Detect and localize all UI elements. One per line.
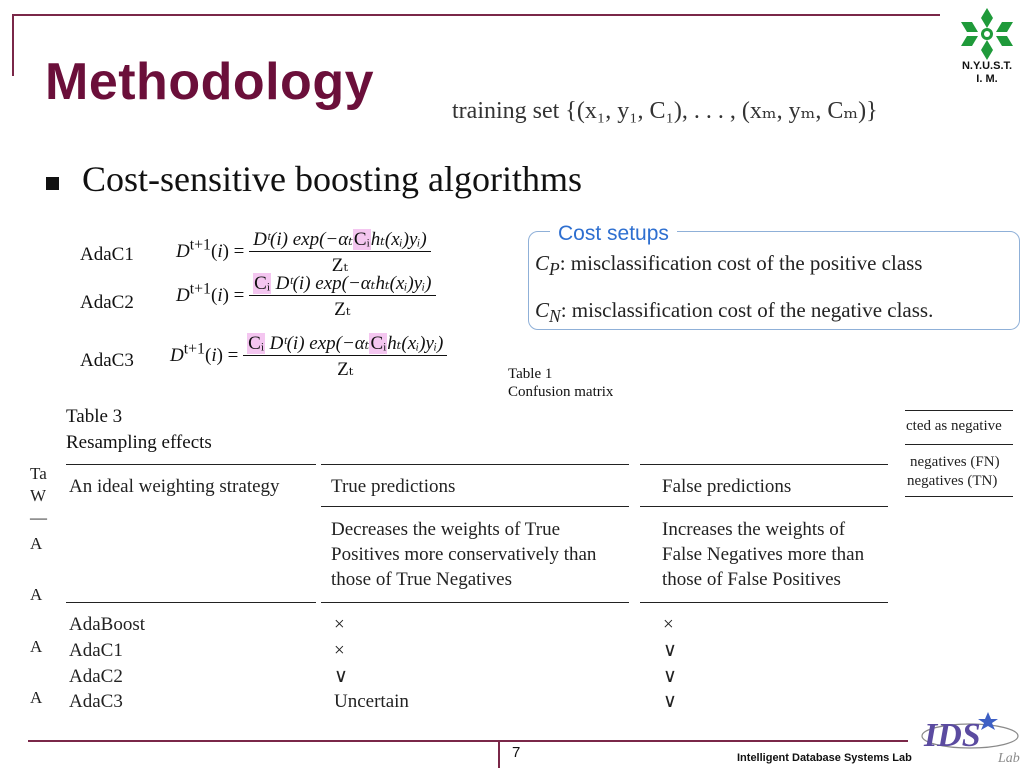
confusion-header-fragment: cted as negative [906, 418, 1002, 434]
table-row-adac2-true: ∨ [334, 666, 348, 687]
formula-adac2 [176, 272, 436, 321]
cost-highlight-2: Cᵢ [370, 333, 387, 354]
bullet-text: Cost-sensitive boosting algorithms [82, 159, 582, 199]
ids-lab-logo-icon [910, 706, 1022, 766]
table-row-adac1-algo: AdaC1 [69, 640, 123, 661]
cn-text: : misclassification cost of the negative class. [560, 298, 934, 322]
behind-w: W [30, 486, 47, 505]
table-row-adac3-true: Uncertain [334, 691, 409, 712]
bullet-square-icon [46, 177, 59, 190]
table3-rule-top-col1 [66, 464, 316, 465]
cost-cp-line [535, 251, 922, 280]
nyust-logo-line1: N.Y.U.S.T. [961, 60, 1013, 72]
formula-adac3 [170, 332, 447, 381]
formula-fraction [243, 332, 447, 381]
ids-logo-text: IDS [924, 717, 981, 754]
formula-adac1 [176, 228, 431, 277]
table-row-adac2-algo: AdaC2 [69, 666, 123, 687]
formula-denominator: Zₜ [337, 359, 354, 380]
formula-lhs: $D^{t+1}(i)$ = [176, 236, 245, 262]
behind-ta: Ta [30, 464, 47, 483]
true-desc-line3: those of True Negatives [331, 569, 513, 590]
true-desc-line2: Positives more conservatively than [331, 544, 597, 565]
table3-rule-header-col2 [321, 506, 629, 507]
training-set-formula: training set {(x₁, y₁, C₁), . . . , (xₘ, yₘ, Cₘ)} [452, 98, 878, 124]
cost-highlight: Cᵢ [353, 229, 370, 250]
formula-denominator: Zₜ [334, 299, 351, 320]
table3-rule-top-col3 [640, 464, 888, 465]
confusion-tn-fragment: negatives (TN) [907, 473, 998, 489]
formula-numerator: Cᵢ Dᵗ(i) exp(−αₜhₜ(xᵢ)yᵢ) [249, 272, 435, 296]
confusion-fn-fragment: negatives (FN) [910, 454, 1000, 470]
table3-caption: Resampling effects [66, 432, 212, 453]
ids-lab-logo [910, 706, 1022, 766]
slide-title: Methodology [45, 53, 375, 111]
cost-setups-label: Cost setups [550, 222, 677, 246]
cost-highlight: Cᵢ [254, 273, 270, 294]
table-row-adac1-true: × [334, 640, 345, 661]
frame-bottom-line [28, 740, 908, 742]
table-row-adaboost-true: × [334, 614, 345, 635]
false-desc-line2: False Negatives more than [662, 544, 865, 565]
formula-numerator: Cᵢ Dᵗ(i) exp(−αₜCᵢhₜ(xᵢ)yᵢ) [243, 332, 447, 356]
behind-a1: A [30, 534, 43, 553]
formula-denominator: Zₜ [331, 255, 349, 276]
formula-fraction [249, 228, 431, 277]
table3-header-true: True predictions [331, 476, 456, 497]
ids-logo-sub: Lab [998, 751, 1020, 766]
formula-name-adac2: AdaC2 [80, 292, 134, 313]
formula-numerator: Dᵗ(i) exp(−αₜCᵢhₜ(xᵢ)yᵢ) [249, 228, 431, 252]
cp-symbol: C [535, 251, 550, 275]
formula-lhs: $D^{t+1}(i)$ = [170, 340, 239, 366]
cost-cn-line [535, 298, 933, 327]
table-row-adac2-false: ∨ [663, 666, 677, 687]
cp-subscript: P [549, 259, 560, 280]
table3-rule-body-col1 [66, 602, 316, 603]
true-desc-line1: Decreases the weights of True [331, 519, 561, 540]
frame-top-line [12, 14, 940, 16]
cn-symbol: C [535, 298, 550, 322]
table3-label: Table 3 [66, 406, 123, 427]
table3-header-strategy: An ideal weighting strategy [69, 476, 280, 497]
cn-subscript: N [549, 306, 561, 327]
table-row-adac1-false: ∨ [663, 640, 677, 661]
table-row-adaboost-algo: AdaBoost [69, 614, 145, 635]
formula-fraction [249, 272, 435, 321]
cp-text: : misclassification cost of the positive class [559, 251, 923, 275]
false-desc-line3: those of False Positives [662, 569, 841, 590]
frame-left-line [12, 14, 14, 76]
table3-true-description [331, 517, 596, 592]
false-desc-line1: Increases the weights of [662, 519, 846, 540]
behind-a4: A [30, 688, 43, 707]
confusion-rule-bottom [905, 496, 1013, 497]
nyust-logo-icon [952, 4, 1022, 64]
confusion-table-label: Table 1 [508, 366, 553, 382]
lab-name: Intelligent Database Systems Lab [737, 752, 912, 764]
frame-bottom-divider [498, 740, 500, 768]
table-row-adaboost-false: × [663, 614, 674, 635]
nyust-logo-text [944, 60, 1024, 86]
cost-highlight: Cᵢ [248, 333, 264, 354]
table3-rule-body-col2 [321, 602, 629, 603]
table3-title [66, 404, 212, 456]
table3-rule-body-col3 [640, 602, 888, 603]
behind-dash: — [30, 508, 47, 527]
table3-false-description [662, 517, 864, 592]
table-row-adac3-algo: AdaC3 [69, 691, 123, 712]
nyust-logo-line2: I. M. [976, 73, 998, 85]
behind-a2: A [30, 585, 43, 604]
page-number: 7 [512, 744, 521, 761]
confusion-rule-mid [905, 444, 1013, 445]
table3-rule-header-col3 [640, 506, 888, 507]
table3-header-false: False predictions [662, 476, 792, 497]
confusion-table-caption: Confusion matrix [508, 384, 614, 397]
formula-name-adac3: AdaC3 [80, 350, 134, 371]
confusion-rule-top [905, 410, 1013, 411]
formula-lhs: $D^{t+1}(i)$ = [176, 280, 245, 306]
formula-name-adac1: AdaC1 [80, 244, 134, 265]
table-row-adac3-false: ∨ [663, 691, 677, 712]
behind-a3: A [30, 637, 43, 656]
table3-rule-top-col2 [321, 464, 629, 465]
